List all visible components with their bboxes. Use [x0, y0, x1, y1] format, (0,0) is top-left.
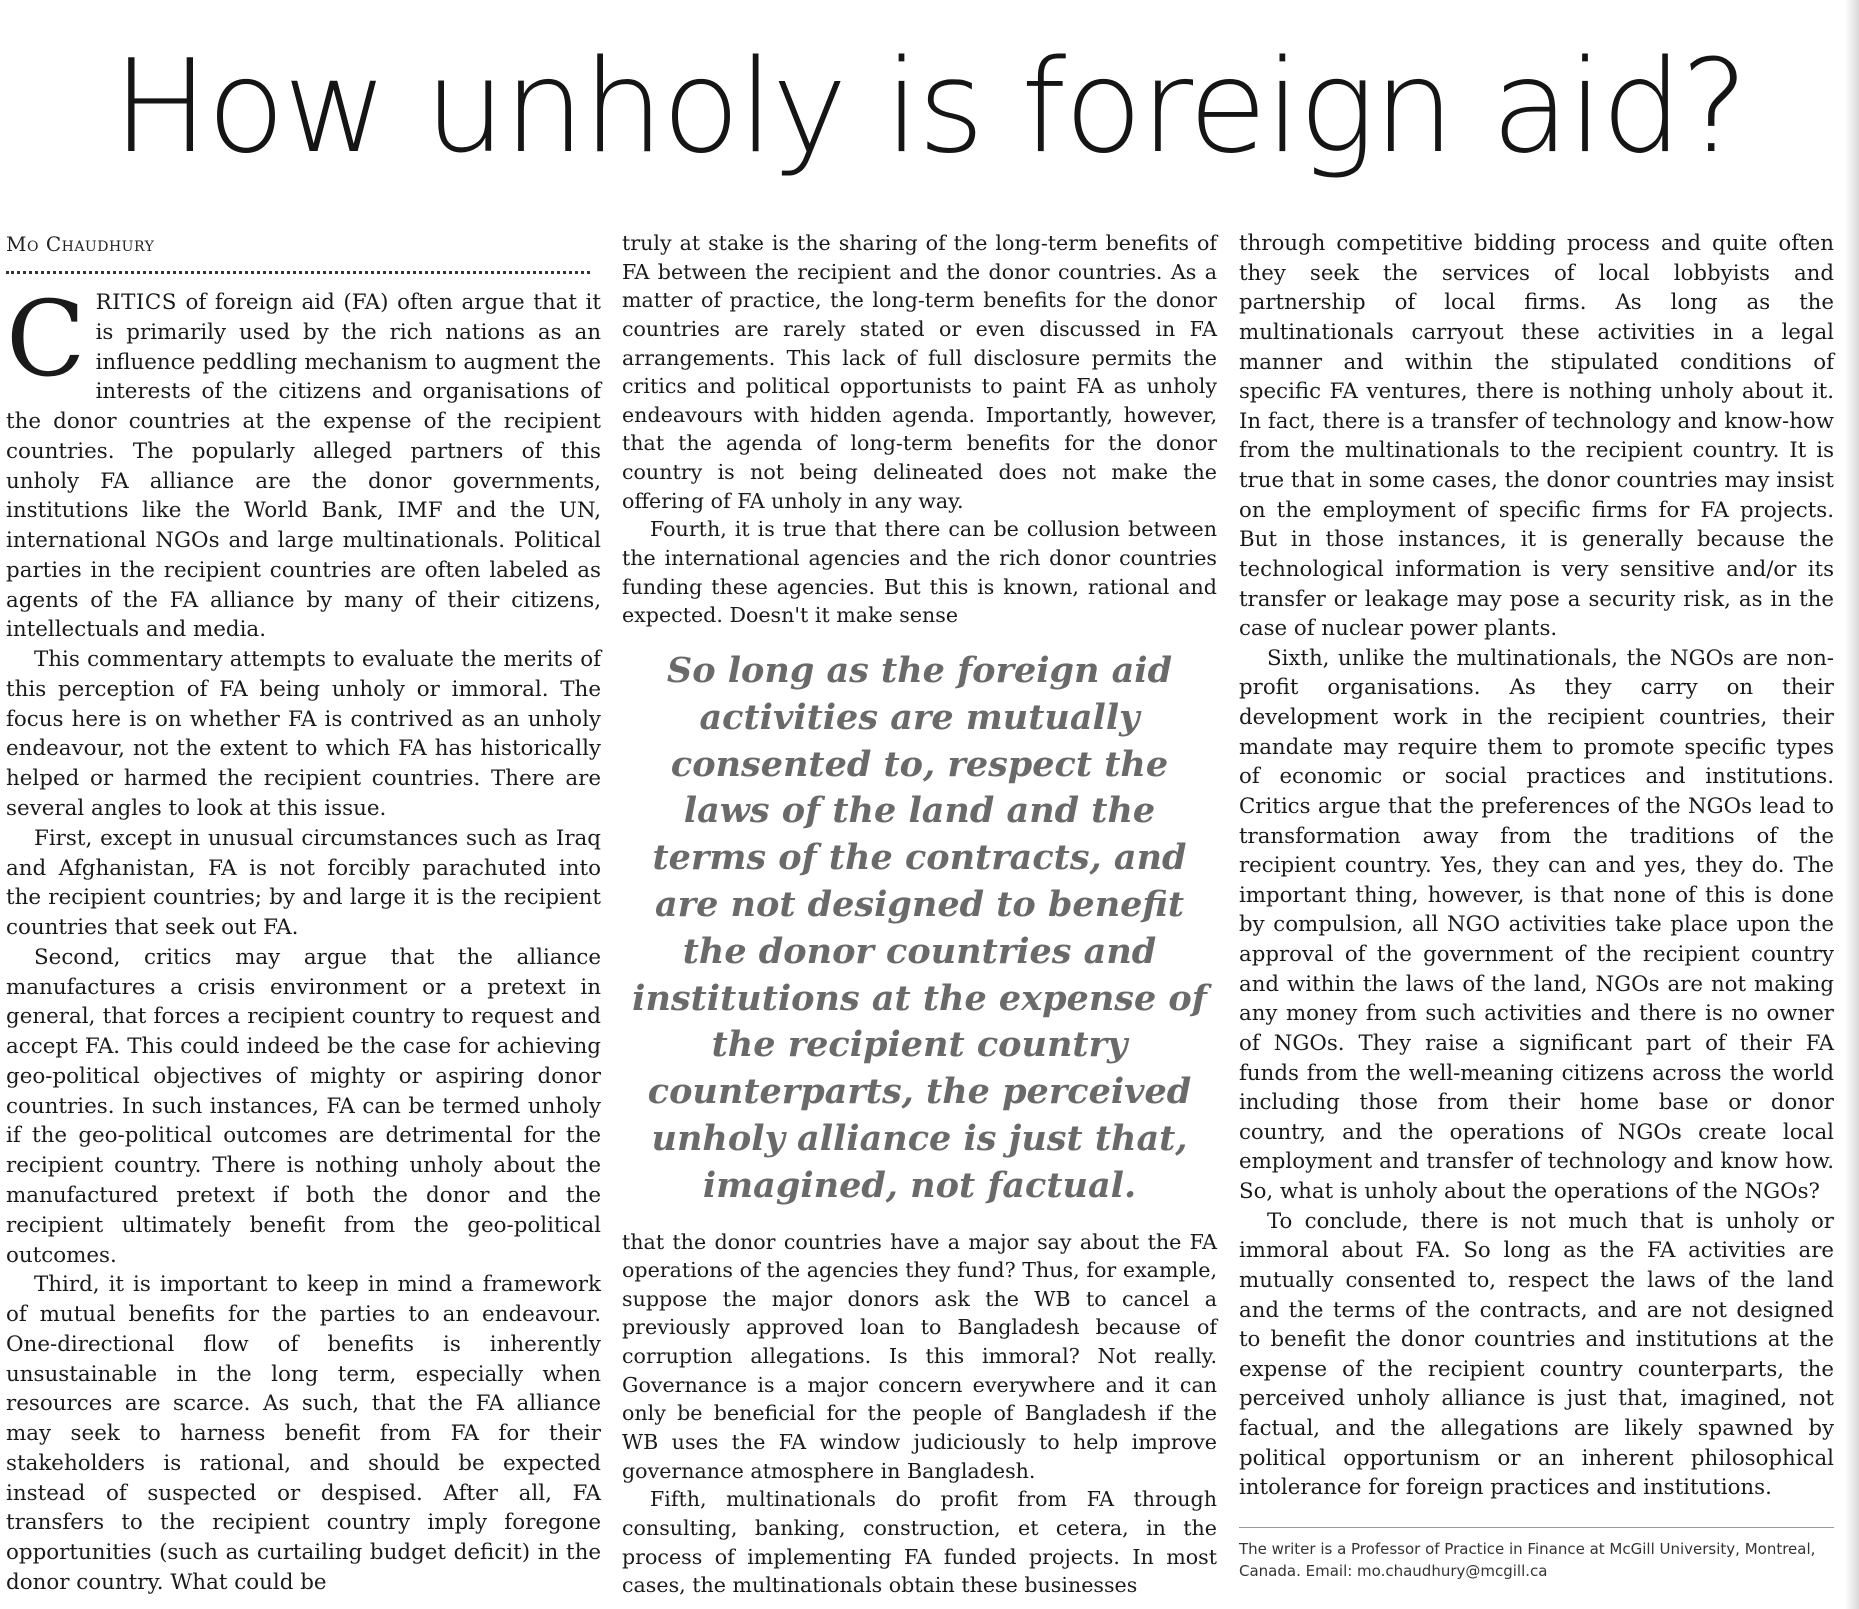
dotted-rule [6, 271, 590, 274]
paragraph-continued: through competitive bidding process and quite often they seek the services of local lobbyists and partnership of local firms. As long as the multinationals carryout these activities in a legal manner and within the stipulated conditions of specific FA ventures, there is nothing unholy about it. In fact, there is a transfer of technology and know-how from the multinationals to the recipient country. It is true that in some cases, the donor countries may insist on the employment of specific firms for FA projects. But in those instances, it is generally because the technological information is very sensitive and/or its transfer or leakage may pose a security risk, as in the case of nuclear power plants. [1239, 231, 1834, 642]
column-1 [6, 229, 601, 1598]
paragraph: Fifth, multinationals do profit from FA through consulting, banking, construction, et cetera, in the process of implementing FA funded projects. In most cases, the multinationals obtain these businesses [622, 1487, 1217, 1598]
author-footnote: The writer is a Professor of Practice in Finance at McGill University, Montreal, Canada. Email: mo.chaudhury@mcgill.ca [1239, 1527, 1834, 1582]
lead-smallcaps: RITICS [95, 290, 177, 315]
paragraph: Fourth, it is true that there can be collusion between the international agencies and the rich donor countries funding these agencies. But this is known, rational and expected. Doesn't it make sense [622, 517, 1217, 628]
paragraph: Second, critics may argue that the alliance manufactures a crisis environment or a pretext in general, that forces a recipient country to request and accept FA. This could indeed be the case for achieving geo-political objectives of mighty or aspiring donor countries. In such instances, FA can be termed unholy if the geo-political outcomes are detrimental for the recipient country. There is nothing unholy about the manufactured pretext if both the donor and the recipient ultimately benefit from the geo-political outcomes. [6, 944, 601, 1268]
page-edge-shadow [1845, 0, 1859, 1609]
paragraph: Sixth, unlike the multinationals, the NGOs are non-profit organisations. As they carry on their development work in the recipient countries, their mandate may require them to promote specific types of economic or social practices and institutions. Critics argue that the preferences of the NGOs lead to transformation away from the traditions of the recipient country. Yes, they can and yes, they do. The important thing, however, is that none of this is done by compulsion, all NGO activities take place upon the approval of the government of the recipient country and within the laws of the land, NGOs are not making any money from such activities and there is no owner of NGOs. They raise a significant part of their FA funds from the well-meaning citizens across the world including those from their home base or donor country, and the operations of NGOs create local employment and transfer of technology and know how. So, what is unholy about the operations of the NGOs? [1239, 645, 1834, 1204]
paragraph-continued: that the donor countries have a major say about the FA operations of the agencies they fund? Thus, for example, suppose the major donors ask the WB to cancel a previously approved loan to Bangladesh because of corruption allegations. Is this immoral? Not really. Governance is a major concern everywhere and it can only be beneficial for the people of Bangladesh if the WB uses the FA window judiciously to help improve governance atmosphere in Bangladesh. [622, 1229, 1217, 1483]
byline: Mo Chaudhury [6, 232, 155, 256]
paragraph: First, except in unusual circumstances such as Iraq and Afghanistan, FA is not forcibly parachuted into the recipient countries; by and large it is the recipient countries that seek out FA. [6, 825, 601, 941]
paragraph: Third, it is important to keep in mind a framework of mutual benefits for the parties to an endeavour. One-directional flow of benefits is inherently unsustainable in the long term, especially when resources are scarce. As such, that the FA alliance may seek to harness benefit from FA for their stakeholders is rational, and should be expected instead of suspected or despised. After all, FA transfers to the recipient country imply foregone opportunities (such as curtailing budget deficit) in the donor country. What could be [6, 1272, 601, 1595]
paragraph: To conclude, there is not much that is unholy or immoral about FA. So long as the FA activities are mutually consented to, respect the laws of the land and the terms of the contracts, and are not designed to benefit the donor countries and institutions at the expense of the recipient country counterparts, the perceived unholy alliance is just that, imagined, not factual, and the allegations are likely spawned by political opportunism or an inherent philosophical intolerance for foreign practices and institutions. [1239, 1208, 1834, 1501]
lead-text: of foreign aid (FA) often argue that it is primarily used by the rich nations as an influence peddling mechanism to augment the interests of the citizens and organisations of the donor countries at the expense of the recipient countries. The popularly alleged partners of this unholy FA alliance are the donor governments, institutions like the World Bank, IMF and the UN, international NGOs and large multinationals. Political parties in the recipient countries are often labeled as agents of the FA alliance by many of their citizens, intellectuals and media. [6, 290, 601, 643]
paragraph-continued: truly at stake is the sharing of the long-term benefits of FA between the recipient and the donor countries. As a matter of practice, the long-term benefits for the donor countries are rarely stated or even discussed in FA arrangements. This lack of full disclosure permits the critics and political opportunists to paint FA as unholy endeavours with hidden agenda. Importantly, however, that the agenda of long-term benefits for the donor country is not being delineated does not make the offering of FA unholy in any way. [622, 231, 1217, 513]
lead-paragraph [6, 278, 601, 645]
article-headline: How unholy is foreign aid? [112, 33, 1747, 182]
column-3 [1239, 229, 1834, 1582]
column-2 [622, 229, 1217, 1600]
paragraph: This commentary attempts to evaluate the merits of this perception of FA being unholy or immoral. The focus here is on whether FA is contrived as an unholy endeavour, not the extent to which FA has historically helped or harmed the recipient countries. There are several angles to look at this issue. [6, 647, 601, 822]
drop-cap: C [6, 278, 86, 400]
pull-quote: So long as the foreign aid activities are mutually consented to, respect the laws of the land and the terms of the contracts, and are not designed to benefit the donor countries and institutions at the expense of the recipient country counterparts, the perceived unholy alliance is just that, imagined, not factual. [632, 649, 1207, 1206]
